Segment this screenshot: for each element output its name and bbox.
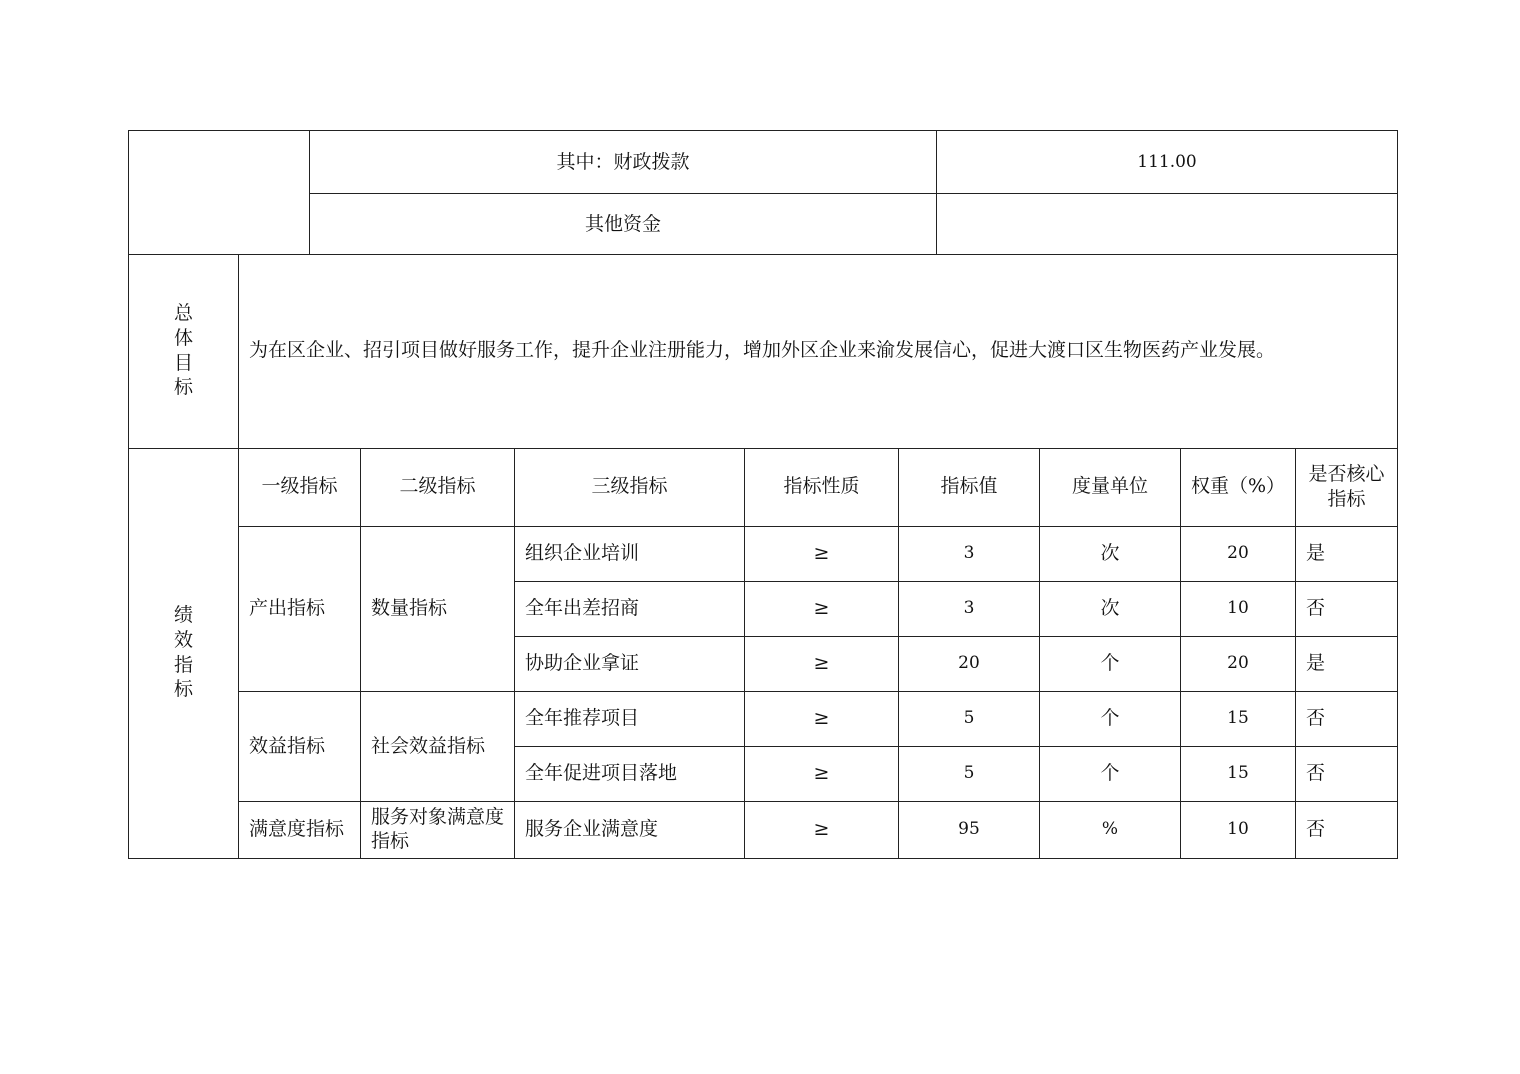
indicator-core: 否 [1296, 801, 1398, 858]
performance-label [129, 448, 239, 858]
indicator-unit: 个 [1040, 746, 1181, 801]
funding-table [128, 130, 1398, 255]
level2-cell: 服务对象满意度指标 [361, 801, 515, 858]
level1-cell: 效益指标 [239, 691, 361, 801]
indicator-weight: 15 [1181, 746, 1296, 801]
indicator-core: 是 [1296, 526, 1398, 581]
indicator-core: 否 [1296, 746, 1398, 801]
indicator-value: 3 [899, 526, 1040, 581]
indicator-nature: ≥ [745, 691, 899, 746]
indicator-weight: 20 [1181, 636, 1296, 691]
indicator-weight: 10 [1181, 801, 1296, 858]
goal-label [129, 254, 239, 448]
indicator-name: 组织企业培训 [515, 526, 745, 581]
goal-text: 为在区企业、招引项目做好服务工作，提升企业注册能力，增加外区企业来渝发展信心，促进大渡口区生物医药产业发展。 [239, 254, 1398, 448]
header-row [129, 448, 1398, 526]
indicator-unit: 个 [1040, 636, 1181, 691]
indicator-core: 是 [1296, 636, 1398, 691]
indicator-name: 全年促进项目落地 [515, 746, 745, 801]
indicator-value: 5 [899, 746, 1040, 801]
indicator-nature: ≥ [745, 746, 899, 801]
performance-label-char: 绩 [173, 604, 193, 627]
level1-cell: 满意度指标 [239, 801, 361, 858]
level2-cell: 社会效益指标 [361, 691, 515, 801]
header-cell: 一级指标 [239, 448, 361, 526]
indicator-name: 服务企业满意度 [515, 801, 745, 858]
indicator-nature: ≥ [745, 636, 899, 691]
goal-label-char: 体 [173, 327, 193, 350]
header-cell: 指标性质 [745, 448, 899, 526]
indicator-nature: ≥ [745, 581, 899, 636]
table-row [129, 526, 1398, 581]
indicator-weight: 20 [1181, 526, 1296, 581]
header-cell: 是否核心指标 [1296, 448, 1398, 526]
goal-label-char: 总 [173, 302, 193, 325]
header-cell: 权重（%） [1181, 448, 1296, 526]
table-row [129, 801, 1398, 858]
indicator-value: 5 [899, 691, 1040, 746]
indicator-core: 否 [1296, 581, 1398, 636]
indicator-value: 20 [899, 636, 1040, 691]
funding-value [937, 194, 1398, 255]
goal-row [129, 254, 1398, 448]
level2-cell: 数量指标 [361, 526, 515, 691]
performance-label-char: 指 [173, 653, 193, 676]
funding-row [129, 194, 1398, 255]
indicator-unit: % [1040, 801, 1181, 858]
indicator-nature: ≥ [745, 801, 899, 858]
indicator-weight: 10 [1181, 581, 1296, 636]
goal-label-char: 标 [173, 376, 193, 399]
indicator-name: 协助企业拿证 [515, 636, 745, 691]
indicator-value: 3 [899, 581, 1040, 636]
funding-label: 其他资金 [310, 194, 937, 255]
performance-table [128, 448, 1398, 859]
funding-value: 111.00 [937, 131, 1398, 194]
funding-label: 其中：财政拨款 [310, 131, 937, 194]
header-cell: 三级指标 [515, 448, 745, 526]
goal-label-char: 目 [173, 351, 193, 374]
header-cell: 指标值 [899, 448, 1040, 526]
indicator-unit: 次 [1040, 581, 1181, 636]
indicator-name: 全年推荐项目 [515, 691, 745, 746]
level1-cell: 产出指标 [239, 526, 361, 691]
indicator-core: 否 [1296, 691, 1398, 746]
header-cell: 度量单位 [1040, 448, 1181, 526]
header-cell: 二级指标 [361, 448, 515, 526]
performance-label-char: 效 [173, 629, 193, 652]
indicator-nature: ≥ [745, 526, 899, 581]
funding-label-cell [129, 131, 310, 255]
indicator-unit: 个 [1040, 691, 1181, 746]
indicator-unit: 次 [1040, 526, 1181, 581]
funding-row [129, 131, 1398, 194]
indicator-value: 95 [899, 801, 1040, 858]
indicator-weight: 15 [1181, 691, 1296, 746]
performance-label-char: 标 [173, 678, 193, 701]
table-row [129, 691, 1398, 746]
goal-table [128, 254, 1398, 449]
indicator-name: 全年出差招商 [515, 581, 745, 636]
